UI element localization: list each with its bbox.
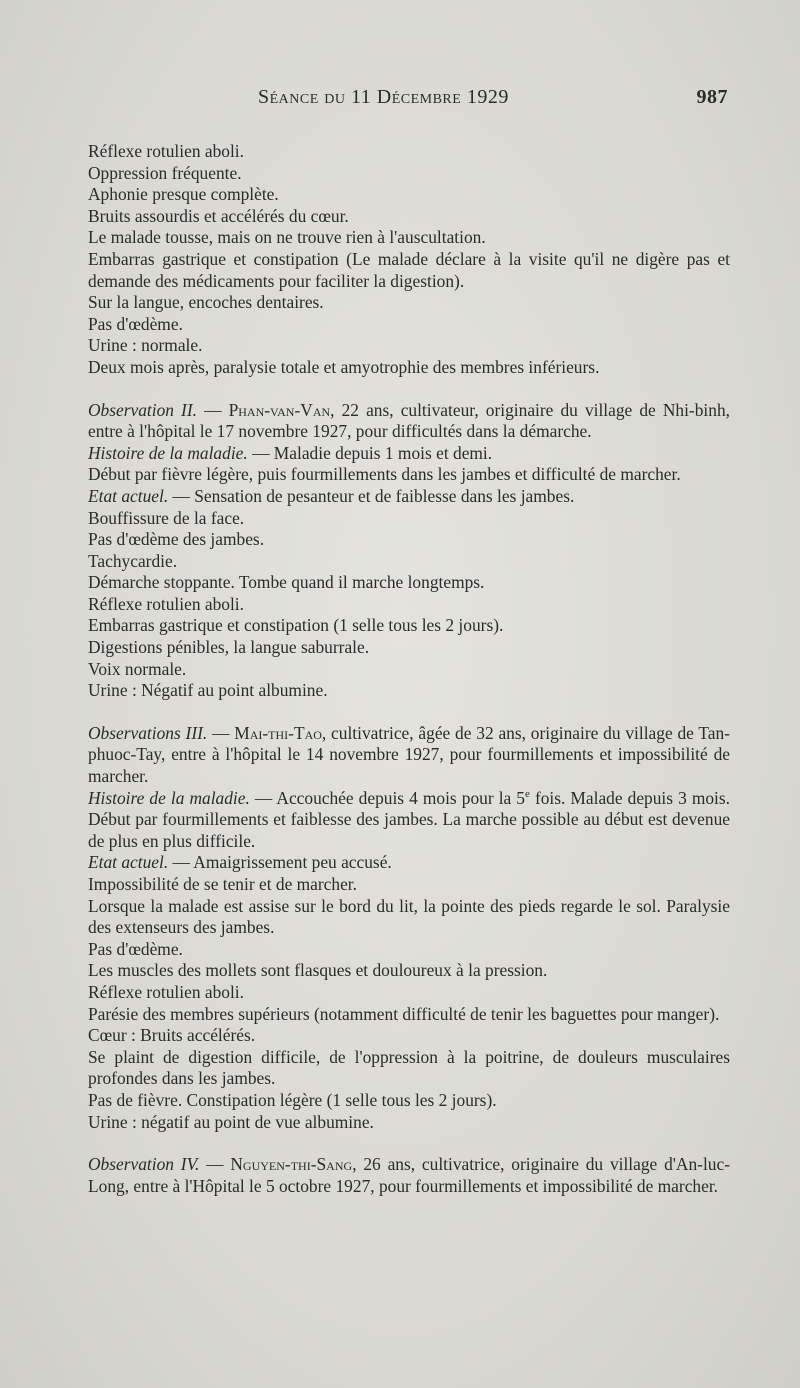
observation-text: , cultivatrice, âgée de 32 ans, originaire du village de Tan-phuoc-Tay, entre à l'hôpital le 14 novembre 1927, pour fourmillements et impossibilité de marcher.	[88, 722, 730, 787]
etat-line	[88, 486, 730, 508]
text-line: Les muscles des mollets sont flasques et douloureux à la pression.	[88, 960, 548, 981]
text-line: Pas d'œdème des jambes.	[88, 529, 265, 550]
section-gap	[88, 379, 730, 400]
observation-label: Observations III.	[88, 722, 208, 743]
text-line: Urine : négatif au point de vue albumine.	[88, 1111, 374, 1132]
page-body	[88, 141, 730, 1197]
patient-name: Nguyen-thi-Sang	[230, 1154, 353, 1175]
observation-text: , 26 ans, cultivatrice, originaire du village d'An-luc-Long, entre à l'Hôpital le 5 octobre 1927, pour fourmillements et impossibilité de marcher.	[88, 1154, 731, 1196]
etat-text: — Amaigrissement peu accusé.	[168, 852, 392, 873]
text-line: Le malade tousse, mais on ne trouve rien à l'auscultation.	[88, 227, 486, 248]
histoire-text: — Maladie depuis 1 mois et demi.	[247, 442, 493, 463]
text-line: Lorsque la malade est assise sur le bord du lit, la pointe des pieds regarde le sol. Paralysie des extenseurs des jambes.	[88, 895, 730, 938]
page-number: 987	[696, 86, 728, 108]
histoire-line	[88, 788, 730, 853]
text-line: Pas d'œdème.	[88, 313, 183, 334]
text-line: Se plaint de digestion difficile, de l'oppression à la poitrine, de douleurs musculaires profondes dans les jambes.	[88, 1046, 730, 1089]
observation-2-intro: Observation II. — Phan-van-Van, 22 ans, cultivateur, originaire du village de Nhi-binh, entre à l'hôpital le 17 novembre 1927, pour difficultés dans la démarche.	[88, 399, 730, 442]
observation-4-intro: Observation IV. — Nguyen-thi-Sang, 26 ans, cultivatrice, originaire du village d'An-luc-Long, entre à l'Hôpital le 5 octobre 1927, pour fourmillements et impossibilité de marcher.	[88, 1154, 731, 1196]
running-title: Séance du 11 Décembre 1929	[258, 86, 509, 108]
text-line: Oppression fréquente.	[88, 162, 242, 183]
histoire-label: Histoire de la maladie.	[88, 787, 250, 808]
text-line: Digestions pénibles, la langue saburrale.	[88, 637, 370, 658]
etat-text: — Sensation de pesanteur et de faiblesse dans les jambes.	[168, 485, 575, 506]
text-line: Début par fièvre légère, puis fourmillements dans les jambes et difficulté de marcher.	[88, 464, 681, 485]
patient-name: Mai-thi-Tao	[234, 722, 322, 743]
text-line: Tachycardie.	[88, 550, 178, 571]
text-line: Sur la langue, encoches dentaires.	[88, 292, 324, 313]
etat-label: Etat actuel.	[88, 852, 169, 873]
text-line: Voix normale.	[88, 658, 187, 679]
observation-text: , 22 ans, cultivateur, originaire du village de Nhi-binh, entre à l'hôpital le 17 novembre 1927, pour difficultés dans la démarche.	[88, 399, 730, 442]
section-gap	[88, 702, 730, 723]
page-header	[88, 86, 728, 116]
text-line: Réflexe rotulien aboli.	[88, 981, 244, 1002]
text-line: Réflexe rotulien aboli.	[88, 593, 244, 614]
text-line: Urine : Négatif au point albumine.	[88, 680, 328, 701]
text-line: Pas d'œdème.	[88, 938, 183, 959]
histoire-text: — Accouchée depuis 4 mois pour la 5	[249, 787, 525, 808]
text-line: Cœur : Bruits accélérés.	[88, 1025, 256, 1046]
text-line: Embarras gastrique et constipation (1 selle tous les 2 jours).	[88, 615, 504, 636]
section-gap	[88, 1133, 730, 1154]
observation-3-intro: Observations III. — Mai-thi-Tao, cultivatrice, âgée de 32 ans, originaire du village de Tan-phuoc-Tay, entre à l'hôpital le 14 novembre 1927, pour fourmillements et impossibilité de marcher.	[88, 722, 730, 787]
histoire-line	[88, 443, 730, 465]
observation-label: Observation II.	[88, 399, 197, 420]
superscript: e	[525, 787, 530, 800]
text-line: Bouffissure de la face.	[88, 507, 245, 528]
text-line: Urine : normale.	[88, 335, 203, 356]
observation-label: Observation IV.	[88, 1154, 200, 1175]
text-line: Réflexe rotulien aboli.	[88, 141, 244, 161]
patient-name: Phan-van-Van	[228, 399, 331, 420]
text-line: Démarche stoppante. Tombe quand il marche longtemps.	[88, 572, 485, 593]
text-line: Impossibilité de se tenir et de marcher.	[88, 874, 357, 894]
text-line: Embarras gastrique et constipation (Le malade déclare à la visite qu'il ne digère pas et demande des médicaments pour faciliter la digestion).	[88, 248, 730, 291]
text-line: Pas de fièvre. Constipation légère (1 selle tous les 2 jours).	[88, 1089, 497, 1110]
etat-line	[88, 852, 730, 874]
text-line: Bruits assourdis et accélérés du cœur.	[88, 205, 349, 226]
histoire-label: Histoire de la maladie.	[88, 442, 248, 463]
text-line: Parésie des membres supérieurs (notamment difficulté de tenir les baguettes pour manger).	[88, 1003, 720, 1024]
text-line: Deux mois après, paralysie totale et amyotrophie des membres inférieurs.	[88, 356, 600, 377]
text-line: Aphonie presque complète.	[88, 184, 279, 205]
etat-label: Etat actuel.	[88, 485, 169, 506]
histoire-text: fois. Malade depuis 3 mois. Début par fourmillements et faiblesse des jambes. La marche possible au début est devenue de plus en plus difficile.	[88, 787, 731, 851]
